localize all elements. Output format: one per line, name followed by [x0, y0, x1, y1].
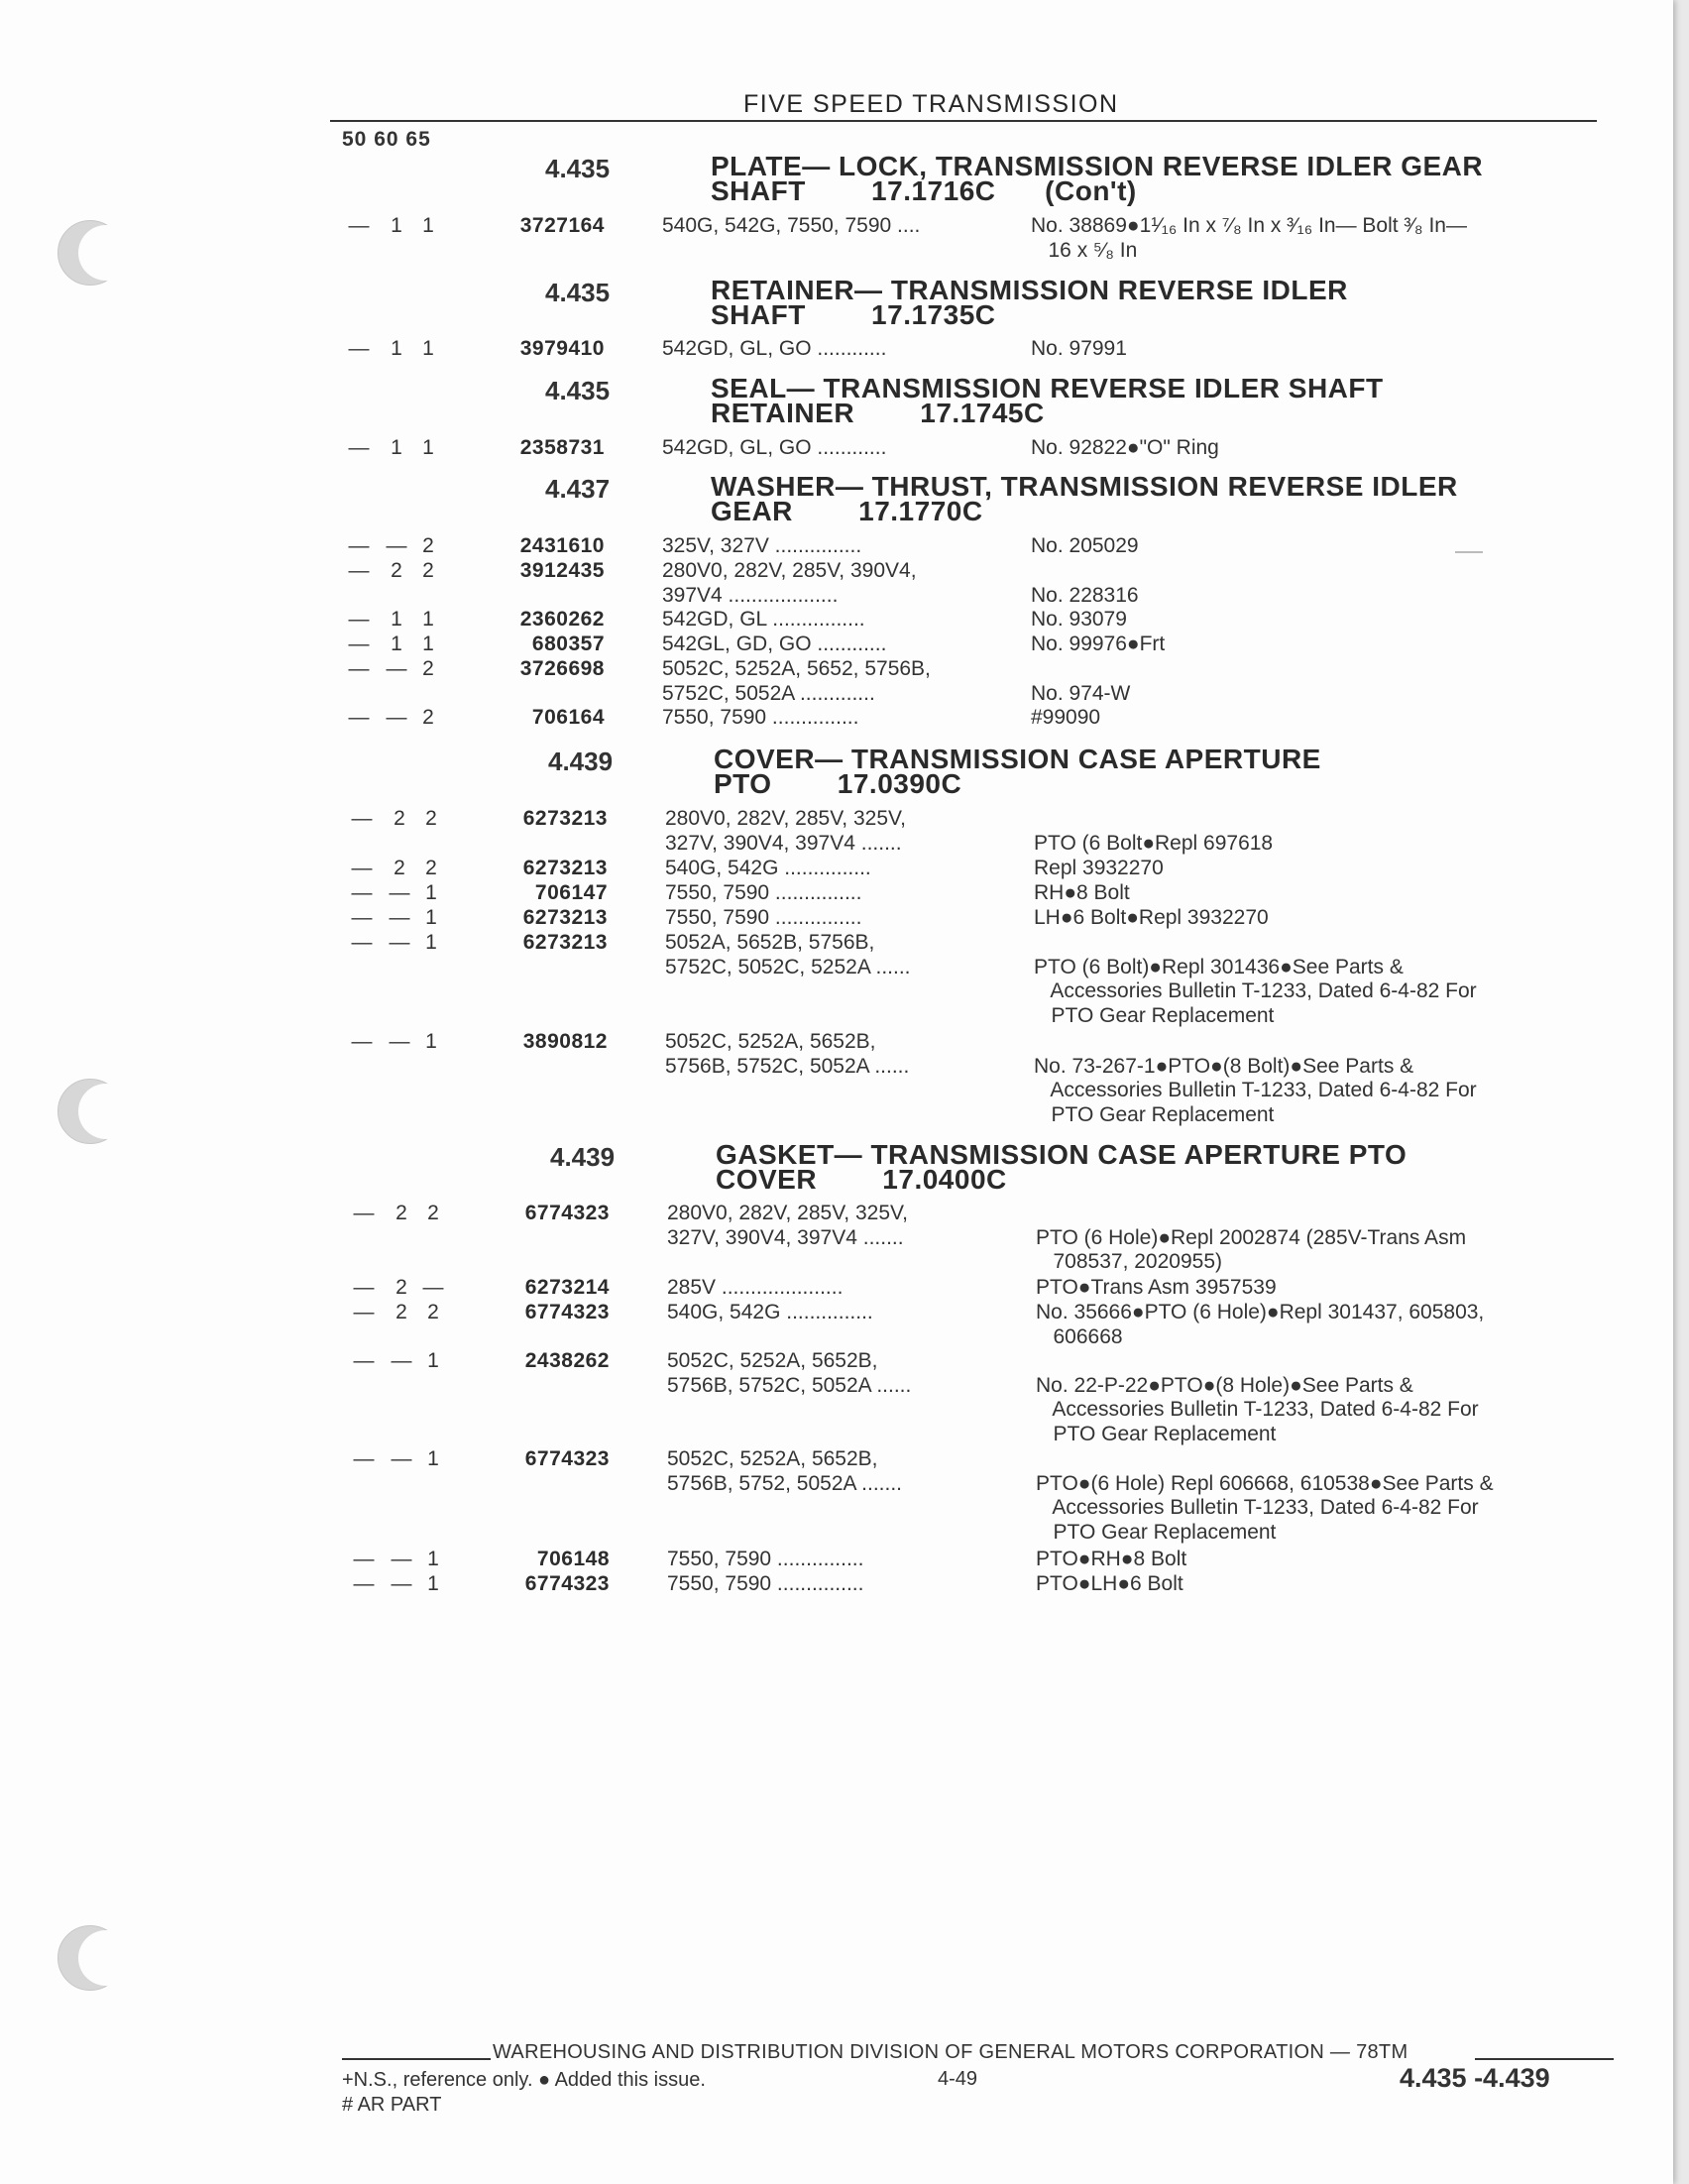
quantity-65: 1 — [425, 931, 437, 954]
description-line: PTO●LH●6 Bolt — [1036, 1572, 1183, 1595]
model-line: 542GD, GL ................ — [662, 608, 865, 631]
quantity-60: 2 — [395, 1276, 407, 1299]
quantity-50: — — [351, 807, 373, 830]
description-line: 606668 — [1036, 1324, 1123, 1348]
description-line — [1034, 931, 1629, 956]
model-list — [662, 436, 1027, 461]
quantity-60: 1 — [391, 436, 402, 459]
description-line: Repl 3932270 — [1034, 857, 1164, 879]
model-list — [667, 1447, 1032, 1496]
quantity-60: 1 — [391, 632, 402, 655]
model-line: 7550, 7590 ............... — [665, 906, 862, 929]
model-list — [667, 1202, 1032, 1250]
description-line — [1036, 1202, 1631, 1226]
footer-rule-right — [1475, 2058, 1614, 2060]
model-line: 542GD, GL, GO ............ — [662, 436, 887, 459]
description-line: PTO Gear Replacement — [1036, 1422, 1277, 1445]
part-number: 3979410 — [519, 337, 605, 360]
description-line: No. 73-267-1●PTO●(8 Bolt)●See Parts & — [1034, 1054, 1414, 1078]
quantity-60: 2 — [391, 559, 402, 582]
part-number: 6774323 — [524, 1202, 610, 1224]
description-line: No. 99976●Frt — [1031, 632, 1166, 655]
quantity-60: — — [391, 1548, 412, 1570]
model-line: 5052C, 5252A, 5652B, — [667, 1447, 878, 1470]
quantity-65: 1 — [425, 906, 437, 929]
part-number: 2360262 — [519, 608, 605, 631]
description-line: #99090 — [1031, 706, 1101, 729]
description-line — [1034, 1030, 1629, 1055]
footer-note-ar: # AR PART — [342, 2094, 442, 2116]
model-list — [667, 1548, 1032, 1572]
model-list — [667, 1572, 1032, 1597]
part-description — [1034, 807, 1629, 856]
part-number: 6273213 — [522, 857, 608, 879]
section-title-line: COVER— TRANSMISSION CASE APERTURE — [714, 744, 1321, 774]
quantity-50: — — [351, 1030, 373, 1053]
part-number: 2438262 — [524, 1349, 610, 1372]
model-list — [662, 632, 1027, 657]
part-number: 680357 — [531, 632, 605, 655]
description-line: No. 92822●"O" Ring — [1031, 436, 1219, 459]
quantity-65: 1 — [422, 436, 434, 459]
quantity-60: — — [389, 1030, 410, 1053]
quantity-50: — — [353, 1301, 375, 1323]
quantity-65: 1 — [427, 1548, 439, 1570]
section-title-line: WASHER— THRUST, TRANSMISSION REVERSE IDLER — [711, 471, 1458, 502]
section-title — [714, 744, 1321, 799]
part-description — [1031, 632, 1626, 657]
model-line: 280V0, 282V, 285V, 325V, — [665, 807, 906, 830]
section-number: 4.439 — [548, 747, 614, 776]
quantity-50: — — [353, 1202, 375, 1224]
quantity-65: 1 — [427, 1447, 439, 1470]
description-line: No. 205029 — [1031, 534, 1139, 557]
quantity-65: 1 — [422, 632, 434, 655]
quantity-60: 2 — [394, 807, 405, 830]
quantity-65: 2 — [425, 857, 437, 879]
part-description — [1031, 534, 1626, 559]
model-line: 540G, 542G, 7550, 7590 .... — [662, 214, 921, 237]
part-number: 6774323 — [524, 1301, 610, 1323]
part-description — [1031, 608, 1626, 632]
part-number: 3912435 — [519, 559, 605, 582]
model-line: 5756B, 5752, 5052A ....... — [667, 1471, 903, 1495]
quantity-60: 1 — [391, 337, 402, 360]
description-line — [1031, 657, 1626, 682]
part-description — [1031, 436, 1626, 461]
quantity-65: 1 — [422, 214, 434, 237]
quantity-50: — — [348, 214, 370, 237]
quantity-50: — — [351, 881, 373, 904]
quantity-50: — — [351, 857, 373, 879]
quantity-60: — — [391, 1572, 412, 1595]
model-line: 327V, 390V4, 397V4 ....... — [665, 831, 902, 855]
quantity-65: 2 — [422, 534, 434, 557]
quantity-50: — — [353, 1276, 375, 1299]
description-line: PTO (6 Bolt●Repl 697618 — [1034, 831, 1274, 855]
model-list — [667, 1349, 1032, 1398]
quantity-50: — — [353, 1548, 375, 1570]
section-title — [711, 151, 1484, 206]
model-list — [665, 906, 1030, 931]
quantity-60: — — [389, 906, 410, 929]
part-description — [1031, 657, 1626, 706]
description-line: PTO Gear Replacement — [1036, 1520, 1277, 1544]
description-line: Accessories Bulletin T-1233, Dated 6-4-82 For — [1034, 1079, 1477, 1101]
quantity-60: — — [386, 534, 407, 557]
quantity-60: — — [386, 657, 407, 680]
model-line: 540G, 542G ............... — [665, 857, 871, 879]
part-description — [1036, 1202, 1631, 1275]
model-list — [665, 881, 1030, 906]
model-line: 5752C, 5052C, 5252A ...... — [665, 955, 911, 978]
quantity-60: 2 — [395, 1202, 407, 1224]
part-number: 706148 — [536, 1548, 610, 1570]
quantity-60: 2 — [395, 1301, 407, 1323]
description-line: PTO Gear Replacement — [1034, 1003, 1275, 1027]
model-years-header: 50 60 65 — [342, 128, 431, 151]
model-list — [662, 534, 1027, 559]
part-number: 6273213 — [522, 807, 608, 830]
section-title — [716, 1139, 1408, 1195]
part-number: 2358731 — [519, 436, 605, 459]
section-number: 4.435 — [545, 278, 611, 307]
section-title — [711, 373, 1384, 428]
section-title-line: RETAINER— TRANSMISSION REVERSE IDLER — [711, 275, 1348, 305]
page-number: 4-49 — [938, 2068, 978, 2090]
section-title-line: COVER 17.0400C — [716, 1164, 1007, 1195]
quantity-60: — — [391, 1349, 412, 1372]
quantity-60: — — [391, 1447, 412, 1470]
model-line: 7550, 7590 ............... — [665, 881, 862, 904]
quantity-50: — — [348, 632, 370, 655]
quantity-50: — — [351, 906, 373, 929]
quantity-60: — — [386, 706, 407, 729]
model-list — [662, 706, 1027, 731]
quantity-60: 1 — [391, 608, 402, 631]
section-number: 4.435 — [545, 376, 611, 405]
description-line: 708537, 2020955) — [1036, 1250, 1222, 1273]
model-line: 5756B, 5752C, 5052A ...... — [665, 1054, 910, 1078]
model-list — [665, 931, 1030, 979]
binder-hole-bottom — [57, 1925, 123, 1991]
quantity-50: — — [348, 436, 370, 459]
model-list — [667, 1276, 1032, 1301]
part-number: 2431610 — [519, 534, 605, 557]
part-number: 3726698 — [519, 657, 605, 680]
section-title-line: PTO 17.0390C — [714, 768, 962, 799]
quantity-50: — — [353, 1349, 375, 1372]
model-list — [665, 807, 1030, 856]
footer-rule-left — [342, 2058, 491, 2060]
section-title — [711, 471, 1458, 526]
part-number: 6774323 — [524, 1447, 610, 1470]
description-line: RH●8 Bolt — [1034, 881, 1130, 904]
section-number: 4.439 — [550, 1142, 616, 1172]
part-description — [1031, 337, 1626, 362]
quantity-65: 1 — [427, 1349, 439, 1372]
description-line — [1036, 1447, 1631, 1472]
part-description — [1034, 857, 1629, 881]
section-title-line: SHAFT 17.1735C — [711, 299, 996, 330]
quantity-65: 2 — [425, 807, 437, 830]
model-line: 7550, 7590 ............... — [662, 706, 859, 729]
model-line: 285V ..................... — [667, 1276, 844, 1299]
quantity-65: 1 — [422, 337, 434, 360]
quantity-50: — — [348, 337, 370, 360]
model-list — [665, 857, 1030, 881]
model-list — [667, 1301, 1032, 1325]
model-line: 280V0, 282V, 285V, 390V4, — [662, 559, 917, 582]
description-line: PTO●RH●8 Bolt — [1036, 1548, 1187, 1570]
binder-hole-middle — [57, 1079, 123, 1144]
model-line: 327V, 390V4, 397V4 ....... — [667, 1225, 904, 1249]
quantity-65: 2 — [427, 1301, 439, 1323]
description-line: PTO●Trans Asm 3957539 — [1036, 1276, 1277, 1299]
quantity-60: — — [389, 881, 410, 904]
quantity-60: — — [389, 931, 410, 954]
description-line: No. 35666●PTO (6 Hole)●Repl 301437, 605803, — [1036, 1301, 1485, 1323]
description-line — [1034, 807, 1629, 832]
model-line: 5052C, 5252A, 5652B, — [667, 1349, 878, 1372]
section-title-line: GASKET— TRANSMISSION CASE APERTURE PTO — [716, 1139, 1408, 1170]
quantity-60: 1 — [391, 214, 402, 237]
model-line: 325V, 327V ............... — [662, 534, 862, 557]
model-list — [665, 1030, 1030, 1079]
model-line: 5756B, 5752C, 5052A ...... — [667, 1373, 912, 1397]
part-number: 3890812 — [522, 1030, 608, 1053]
part-number: 3727164 — [519, 214, 605, 237]
section-title-line: RETAINER 17.1745C — [711, 398, 1045, 428]
description-line: PTO (6 Bolt)●Repl 301436●See Parts & — [1034, 955, 1404, 978]
part-number: 6273213 — [522, 931, 608, 954]
model-line: 7550, 7590 ............... — [667, 1548, 864, 1570]
footer-division: WAREHOUSING AND DISTRIBUTION DIVISION OF GENERAL MOTORS CORPORATION — 78TM — [493, 2041, 1408, 2063]
quantity-65: 2 — [427, 1202, 439, 1224]
description-line: No. 38869●1¹⁄₁₆ In x ⁷⁄₈ In x ³⁄₁₆ In— Bolt ³⁄₈ In— — [1031, 214, 1467, 237]
part-description — [1036, 1276, 1631, 1301]
header-rule — [330, 120, 1597, 122]
quantity-65: 1 — [425, 881, 437, 904]
description-line: LH●6 Bolt●Repl 3932270 — [1034, 906, 1269, 929]
quantity-50: — — [351, 931, 373, 954]
part-description — [1036, 1548, 1631, 1572]
footer-notes — [342, 2068, 706, 2118]
model-list — [662, 559, 1027, 608]
model-line: 540G, 542G ............... — [667, 1301, 873, 1323]
quantity-65: 1 — [422, 608, 434, 631]
model-line: 397V4 ................... — [662, 583, 839, 607]
description-line: No. 93079 — [1031, 608, 1127, 631]
part-description — [1036, 1301, 1631, 1349]
description-line — [1036, 1349, 1631, 1374]
model-line: 5052C, 5252A, 5652B, — [665, 1030, 876, 1053]
section-number: 4.437 — [545, 474, 611, 504]
part-description — [1034, 1030, 1629, 1127]
quantity-65: 2 — [422, 706, 434, 729]
quantity-50: — — [348, 657, 370, 680]
section-title-line: SHAFT 17.1716C (Con't) — [711, 175, 1137, 206]
quantity-50: — — [348, 608, 370, 631]
description-line — [1031, 559, 1626, 584]
part-description — [1031, 559, 1626, 608]
description-line: No. 974-W — [1031, 681, 1131, 705]
part-description — [1036, 1572, 1631, 1597]
part-description — [1031, 214, 1626, 263]
model-line: 5752C, 5052A ............. — [662, 681, 875, 705]
quantity-65: — — [422, 1276, 444, 1299]
part-number: 706164 — [531, 706, 605, 729]
section-title-line: SEAL— TRANSMISSION REVERSE IDLER SHAFT — [711, 373, 1384, 403]
model-list — [662, 657, 1027, 706]
model-list — [662, 214, 1027, 239]
part-description — [1034, 881, 1629, 906]
part-number: 6273214 — [524, 1276, 610, 1299]
section-title — [711, 275, 1348, 330]
quantity-65: 2 — [422, 657, 434, 680]
part-description — [1031, 706, 1626, 731]
description-line: No. 97991 — [1031, 337, 1127, 360]
model-line: 542GL, GD, GO ............ — [662, 632, 887, 655]
description-line: 16 x ⁵⁄₈ In — [1031, 238, 1138, 262]
quantity-50: — — [353, 1572, 375, 1595]
description-line: PTO●(6 Hole) Repl 606668, 610538●See Parts & — [1036, 1471, 1494, 1495]
quantity-65: 1 — [427, 1572, 439, 1595]
model-line: 5052A, 5652B, 5756B, — [665, 931, 875, 954]
quantity-50: — — [353, 1447, 375, 1470]
model-line: 280V0, 282V, 285V, 325V, — [667, 1202, 908, 1224]
part-description — [1036, 1349, 1631, 1446]
model-list — [662, 337, 1027, 362]
part-number: 6774323 — [524, 1572, 610, 1595]
section-title-line: PLATE— LOCK, TRANSMISSION REVERSE IDLER GEAR — [711, 151, 1484, 181]
page-title: FIVE SPEED TRANSMISSION — [743, 90, 1119, 118]
quantity-65: 1 — [425, 1030, 437, 1053]
description-line: No. 228316 — [1031, 583, 1139, 607]
model-line: 542GD, GL, GO ............ — [662, 337, 887, 360]
binder-hole-top — [57, 220, 123, 286]
footer-note-ns: +N.S., reference only. ● Added this issue. — [342, 2069, 706, 2091]
part-number: 6273213 — [522, 906, 608, 929]
quantity-50: — — [348, 534, 370, 557]
quantity-65: 2 — [422, 559, 434, 582]
description-line: PTO Gear Replacement — [1034, 1102, 1275, 1126]
section-title-line: GEAR 17.1770C — [711, 496, 983, 526]
model-line: 5052C, 5252A, 5652, 5756B, — [662, 657, 931, 680]
quantity-50: — — [348, 559, 370, 582]
description-line: Accessories Bulletin T-1233, Dated 6-4-82 For — [1036, 1496, 1479, 1519]
part-number: 706147 — [534, 881, 608, 904]
model-list — [662, 608, 1027, 632]
quantity-60: 2 — [394, 857, 405, 879]
part-description — [1034, 931, 1629, 1028]
section-range: 4.435 -4.439 — [1400, 2063, 1550, 2093]
scan-mark — [1455, 551, 1483, 553]
description-line: No. 22-P-22●PTO●(8 Hole)●See Parts & — [1036, 1373, 1413, 1397]
quantity-50: — — [348, 706, 370, 729]
model-line: 7550, 7590 ............... — [667, 1572, 864, 1595]
part-description — [1036, 1447, 1631, 1545]
description-line: Accessories Bulletin T-1233, Dated 6-4-82 For — [1034, 979, 1477, 1002]
part-description — [1034, 906, 1629, 931]
description-line: Accessories Bulletin T-1233, Dated 6-4-82 For — [1036, 1398, 1479, 1421]
description-line: PTO (6 Hole)●Repl 2002874 (285V-Trans Asm — [1036, 1225, 1467, 1249]
section-number: 4.435 — [545, 154, 611, 183]
